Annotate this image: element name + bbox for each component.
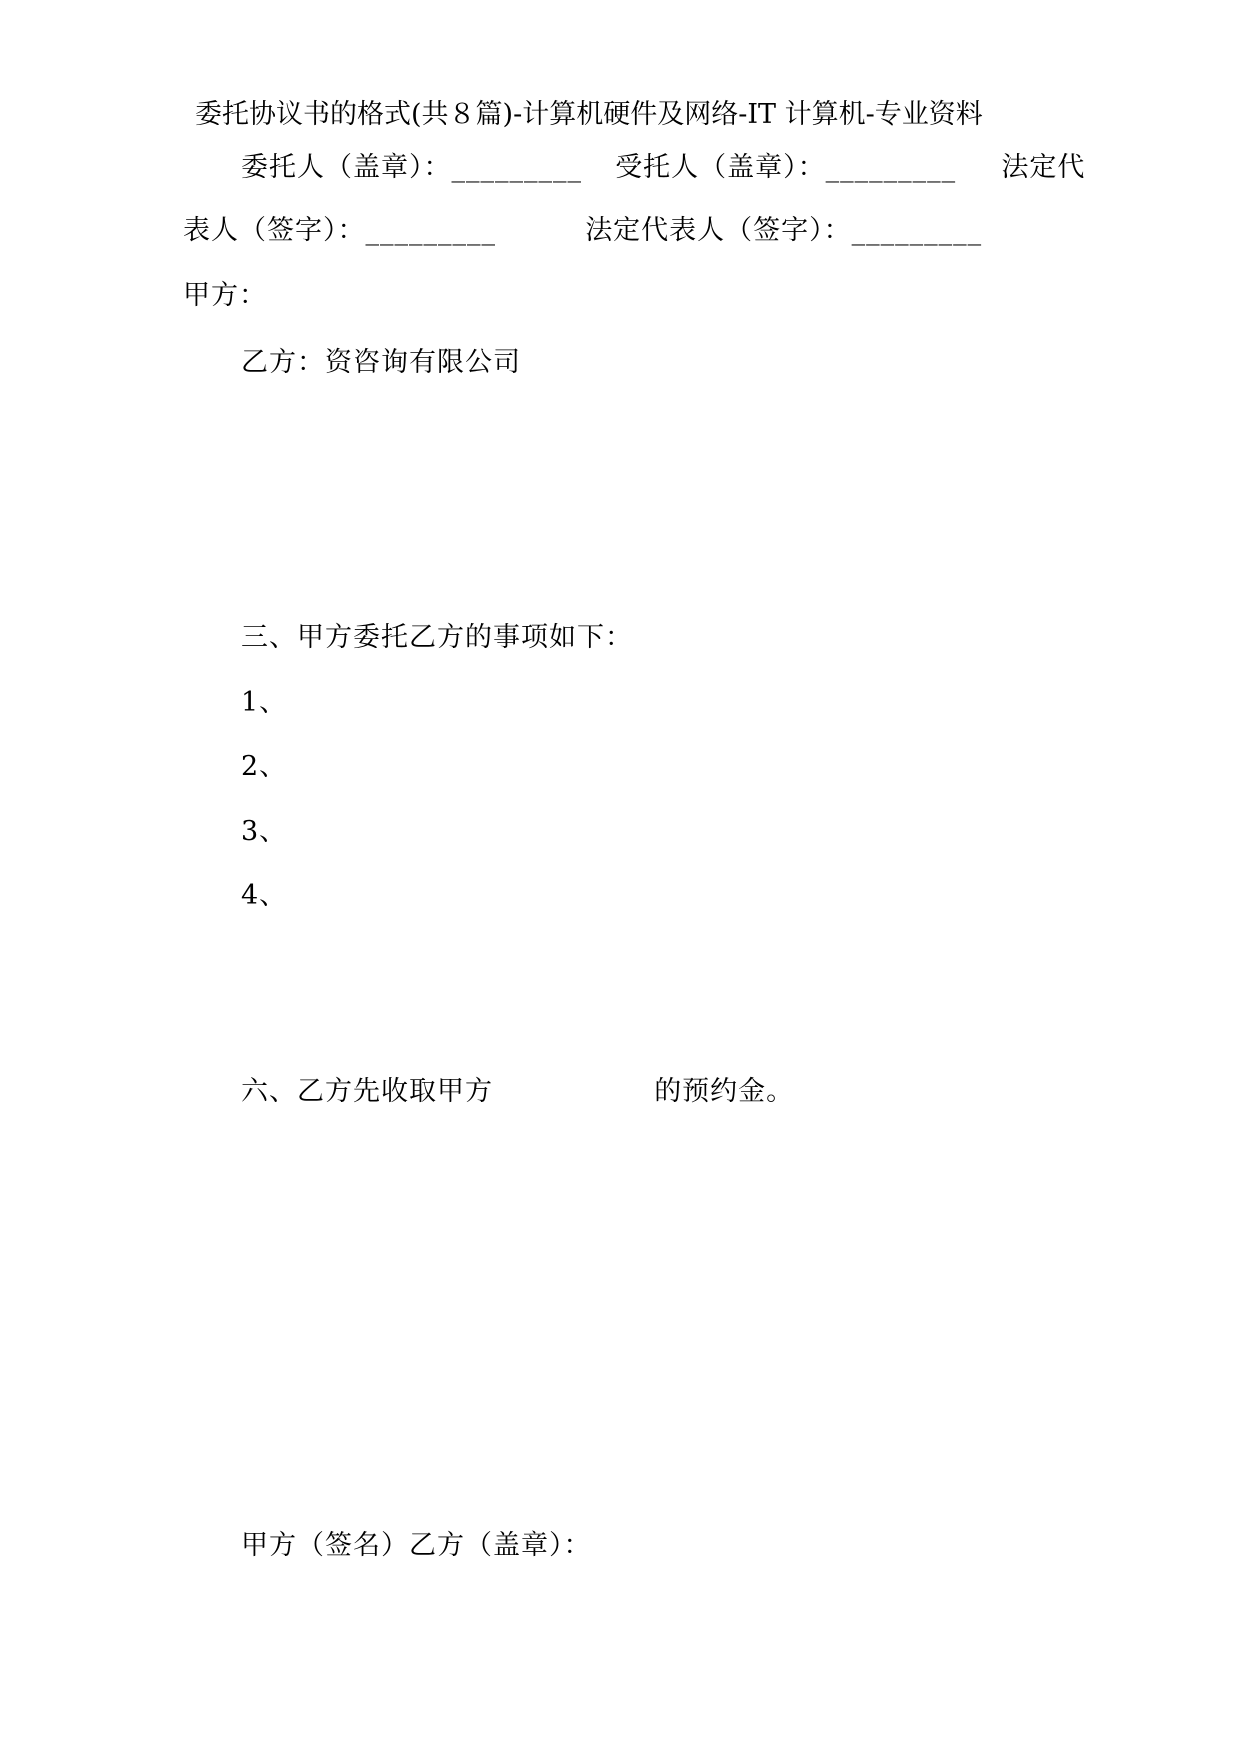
section-six-text-start: 六、乙方先收取甲方 — [241, 1076, 493, 1107]
list-item: 4、 — [241, 880, 288, 911]
list-item: 2、 — [241, 751, 288, 782]
signature-line-1 — [241, 150, 1085, 186]
section-three-heading: 三、甲方委托乙方的事项如下： — [241, 622, 633, 653]
agent-seal-field: 受托人（盖章）：_________ — [615, 152, 957, 183]
list-item: 3、 — [241, 816, 288, 847]
section-six-line — [241, 1074, 794, 1110]
party-a-label: 甲方： — [183, 280, 267, 311]
section-six-text-end: 的预约金。 — [654, 1076, 795, 1107]
signature-line-2 — [183, 213, 982, 249]
document-title: 委托协议书的格式(共８篇)-计算机硬件及网络-IT 计算机-专业资料 — [195, 99, 983, 130]
final-signature-line: 甲方（签名）乙方（盖章）： — [241, 1530, 592, 1561]
legal-rep-label-start: 法定代 — [1001, 152, 1086, 183]
agent-legal-rep-field: 法定代表人（签字）：_________ — [585, 215, 983, 246]
principal-legal-rep-field: 表人（签字）：_________ — [183, 215, 496, 246]
party-b-line: 乙方：资咨询有限公司 — [241, 347, 521, 378]
list-item: 1、 — [241, 687, 288, 718]
principal-seal-field: 委托人（盖章）：_________ — [241, 152, 582, 183]
